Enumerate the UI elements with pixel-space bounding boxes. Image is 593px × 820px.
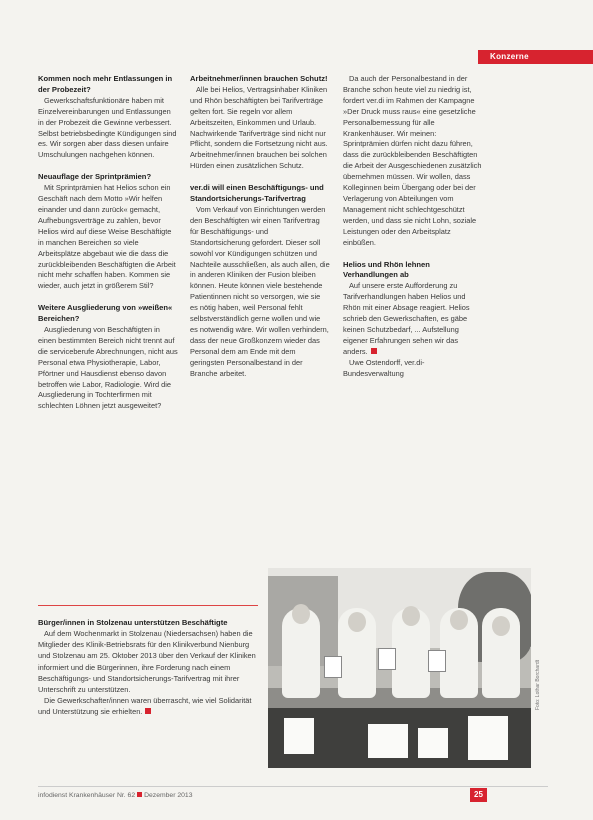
- article-block: [343, 260, 483, 380]
- paragraph: [343, 281, 483, 357]
- subheading: Bürger/innen in Stolzenau unterstützen Beschäftigte: [38, 618, 228, 627]
- author-line: Uwe Ostendorff, ver.di-Bundesverwaltung: [343, 357, 425, 378]
- paragraph: Vom Verkauf von Einrichtungen werden den Beschäftigten wir einen Tarifvertrag für Beschäftigungs- und Standortsicherung gefordert. Dieser soll sowohl vor Kündigungen schützen und Nachteile ausschließen, als auch allen, die in anderen Kliniken der Fusion bleiben können. Heute können viele bestehende Patientinnen nicht so versorgen, wie sie es nötig haben, weil Personal fehlt selbstverständlich gerne wollen und wie es notwendig wäre. Wir wollen verhindern, dass der neue Großkonzern wieder das Personal dem am Ende mit dem geringsten Personalbestand in der Branche arbeitet.: [190, 204, 330, 378]
- column-3: [343, 74, 483, 379]
- paragraph: Ausgliederung von Beschäftigten in einen bestimmten Bereich nicht trennt auf die serviceberufe Abrechnungen, nicht aus Personal etwa Physiotherapie, Labor, Pförtner und Hausdienst ebenso davon betroffen wie Labor, Radiologie. Wird die Ausgliederung in Tochterfirmen mit schlechten Löhnen jetzt ausgeweitet?: [38, 325, 178, 411]
- paragraph: [38, 695, 256, 717]
- column-2: [190, 74, 330, 379]
- paragraph: Alle bei Helios, Vertragsinhaber Kliniken und Rhön beschäftigten bei Tarifverträge gelten fort. Sie regeln vor allem Arbeitszeiten, Einkommen und Urlaub. Nachwirkende Tarifverträge sind nicht nur Pflicht, sondern die Fortsetzung nicht aus. Arbeitnehmer/innen brauchen bei solchen Hürden einen zusätzlichen Schutz.: [190, 84, 328, 171]
- column-1: [38, 74, 178, 412]
- photo-sheet: [468, 716, 508, 760]
- article-block: [38, 303, 178, 412]
- photo-head: [402, 606, 420, 626]
- photo-head: [492, 616, 510, 636]
- paragraph: Mit Sprintprämien hat Helios schon ein Geschäft nach dem Motto »Wir helfen einander und dann zurück« gemacht, Aufhebungsverträge zu zahlen, bevor Helios wird auf diese Weise Beschäftigte in manchen Bereichen so viele Arbeitsplätze abgebaut wie die dass die zurückbleibenden Beschäftigten die Arbeit nicht mehr schaffen haben. Kommen sie wieder, auch jetzt in größerem Stil?: [38, 183, 176, 291]
- paragraph-text: Die Gewerkschafter/innen waren überrascht, wie viel Solidarität und Unterstützung sie erhielten.: [38, 696, 252, 717]
- paragraph: Gewerkschaftsfunktionäre haben mit Einzelvereinbarungen und Entlassungen in der Probezeit die Gewinne verbessert. Selbst betriebsbedingte Kündigungen sind es. Wir sorgen aber dass diesen unfaire Umschulungen nachgehen können.: [38, 95, 177, 160]
- bottom-article: [38, 617, 256, 718]
- footer-date: Dezember 2013: [144, 792, 193, 799]
- subheading: Kommen noch mehr Entlassungen in der Probezeit?: [38, 74, 173, 94]
- photo-head: [450, 610, 468, 630]
- photo-sign: [324, 656, 342, 678]
- article-block: [38, 172, 178, 292]
- subheading: Neuauflage der Sprintprämien?: [38, 172, 152, 182]
- photo-head: [292, 604, 310, 624]
- footer-rule: [38, 786, 548, 787]
- footer-publication: infodienst Krankenhäuser Nr. 62: [38, 792, 136, 799]
- photo-people-petition: [268, 568, 531, 768]
- page-number: 25: [470, 788, 487, 802]
- photo-sign: [378, 648, 396, 670]
- article-block: [190, 183, 330, 379]
- photo-sign: [428, 650, 446, 672]
- paragraph-text: Auf unsere erste Aufforderung zu Tarifverhandlungen haben Helios und Rhön mit einer Absage reagiert. Helios schrieb den Gewerkschaften, es gäbe keinen Schutzbedarf, ... Aufstellung eigener Erfahrungen sehen wir das anders.: [343, 281, 470, 356]
- paragraph: Auf dem Wochenmarkt in Stolzenau (Niedersachsen) haben die Mitglieder des Klinik-Betriebsrats für den Klinikverbund Nienburg und Stolzenau am 25. Oktober 2013 über den Verkauf der Kliniken informiert und die Bürgerinnen, ihre Forderung nach einem Beschäftigungs- und Standortsicherungs-Tarifvertrag mit ihrer Unterschrift zu unterstützen.: [38, 629, 256, 695]
- article-block: [38, 74, 178, 161]
- subheading: Arbeitnehmer/innen brauchen Schutz!: [190, 74, 328, 83]
- paragraph: Da auch der Personalbestand in der Branche schon heute viel zu niedrig ist, fordert ver.di im Rahmen der Kampagne »Der Druck muss raus« eine gesetzliche Personalbemessung für alle Krankenhäuser. Wir meinen: Sprintprämien dürfen nicht dazu führen, dass die zurückbleibenden Beschäftigten die Arbeit der Ausgeschiedenen zusätzlich übernehmen müssen. Wir wollen, dass Kolleginnen beim Übergang oder bei der Verlagerung von Abteilungen vom Management nicht schlechtgeschützt werden, und dass sie nicht Lohn, soziale Leistungen oder den Arbeitsplatz einbüßen.: [343, 74, 482, 247]
- end-mark-icon: [145, 708, 151, 714]
- footer-source: [38, 792, 192, 799]
- subheading: Weitere Ausgliederung von »weißen« Bereichen?: [38, 303, 173, 324]
- end-mark-icon: [371, 348, 377, 354]
- photo-head: [348, 612, 366, 632]
- separator-square-icon: [137, 792, 142, 797]
- subheading: ver.di will einen Beschäftigungs- und Standortsicherungs-Tarifvertrag: [190, 183, 324, 204]
- section-tab: Konzerne: [478, 50, 593, 64]
- subheading: Helios und Rhön lehnen Verhandlungen ab: [343, 259, 430, 280]
- article-block: [190, 74, 330, 172]
- article-block: [343, 74, 483, 249]
- photo-sheet: [284, 718, 314, 754]
- photo-sheet: [418, 728, 448, 758]
- photo-sheet: [368, 724, 408, 758]
- photo-credit: Foto: Lothar Borchardt: [535, 659, 541, 710]
- divider: [38, 605, 258, 606]
